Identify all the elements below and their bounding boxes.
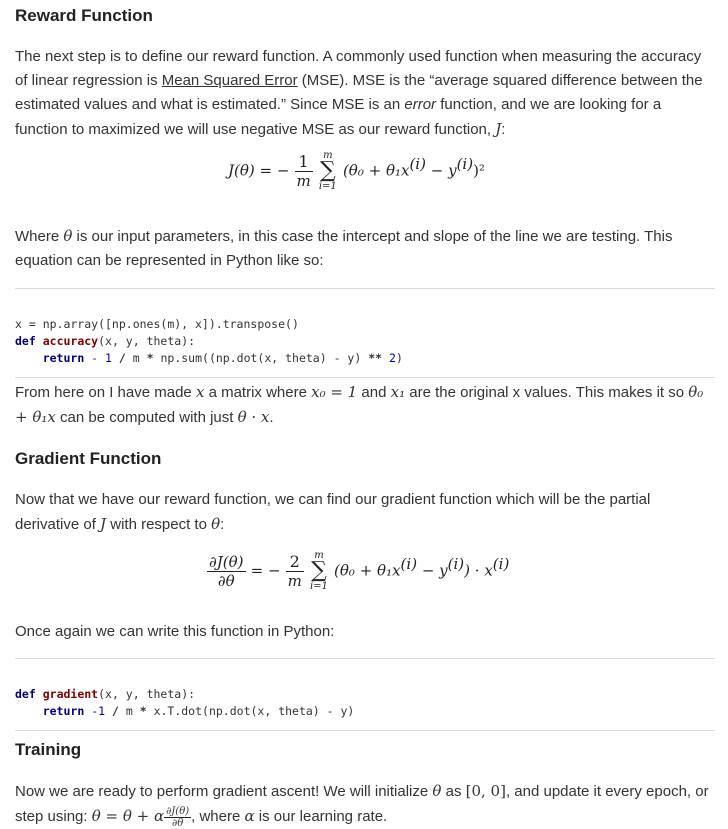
code-line-2-rest: (x, y, theta): — [98, 334, 196, 348]
code-line-1: x = np.array([np.ones(m), x]).transpose() — [15, 317, 299, 331]
training-heading: Training — [15, 740, 82, 759]
reward-paragraph-2: Where θ is our input parameters, in this case the intercept and slope of the line we are testing. This equation can be represented in Python like so: — [15, 227, 673, 269]
code-block-accuracy: x = np.array([np.ones(m), x]).transpose() def accuracy(x, y, theta): return - 1 / m * np.sum((np.dot(x, theta) - y) ** 2) — [15, 288, 715, 378]
gradient-heading: Gradient Function — [15, 449, 162, 468]
gradient-equation: $\frac{\partial J(\theta)}{\partial\theta}$ = − $\frac{2}{m}$ m ∑ i=1 $(\theta_0 + \theta_1x^{(i)} - y^{(i)}) \cdot x^{(i)}$ — [209, 550, 510, 592]
reward-paragraph-1: The next step is to define our reward function. A commonly used function when measuring the accuracy of linear regression is Mean Squared Error (MSE). MSE is the “average squared difference between the estimated values and what is estimated.” Since MSE is an error function, and we are looking for a function to maximized we will use negative MSE as our reward function, J: — [15, 48, 703, 138]
gradient-paragraph-1: Now that we have our reward function, we can find our gradient function which will be the partial derivative of J with respect to θ: — [15, 491, 651, 533]
summation-symbol: m ∑ i=1 — [318, 150, 337, 192]
summation-symbol: m ∑ i=1 — [309, 550, 328, 592]
code-block-gradient: def gradient(x, y, theta): return -1 / m * x.T.dot(np.dot(x, theta) - y) — [15, 658, 715, 731]
gradient-paragraph-2: Once again we can write this function in Python: — [15, 623, 335, 640]
training-paragraph-1: Now we are ready to perform gradient ascent! We will initialize θ as [0, 0], and update it every epoch, or step using: θ = θ + α $\frac{\partial J(\theta)}{\partial\theta}$ , where α is our learning rate. — [15, 782, 709, 829]
reward-equation: J(θ) = − $\frac{1}{m}$ m ∑ i=1 $(\theta_0 + \theta_1x^{(i)} - y^{(i)})^2$ — [228, 150, 485, 192]
reward-heading: Reward Function — [15, 6, 153, 25]
reward-paragraph-3: From here on I have made x a matrix where x₀ = 1 and x₁ are the original x values. This makes it so θ₀ + θ₁x can be computed with just θ · x. — [15, 383, 704, 426]
mse-link[interactable]: Mean Squared Error — [161, 72, 298, 89]
